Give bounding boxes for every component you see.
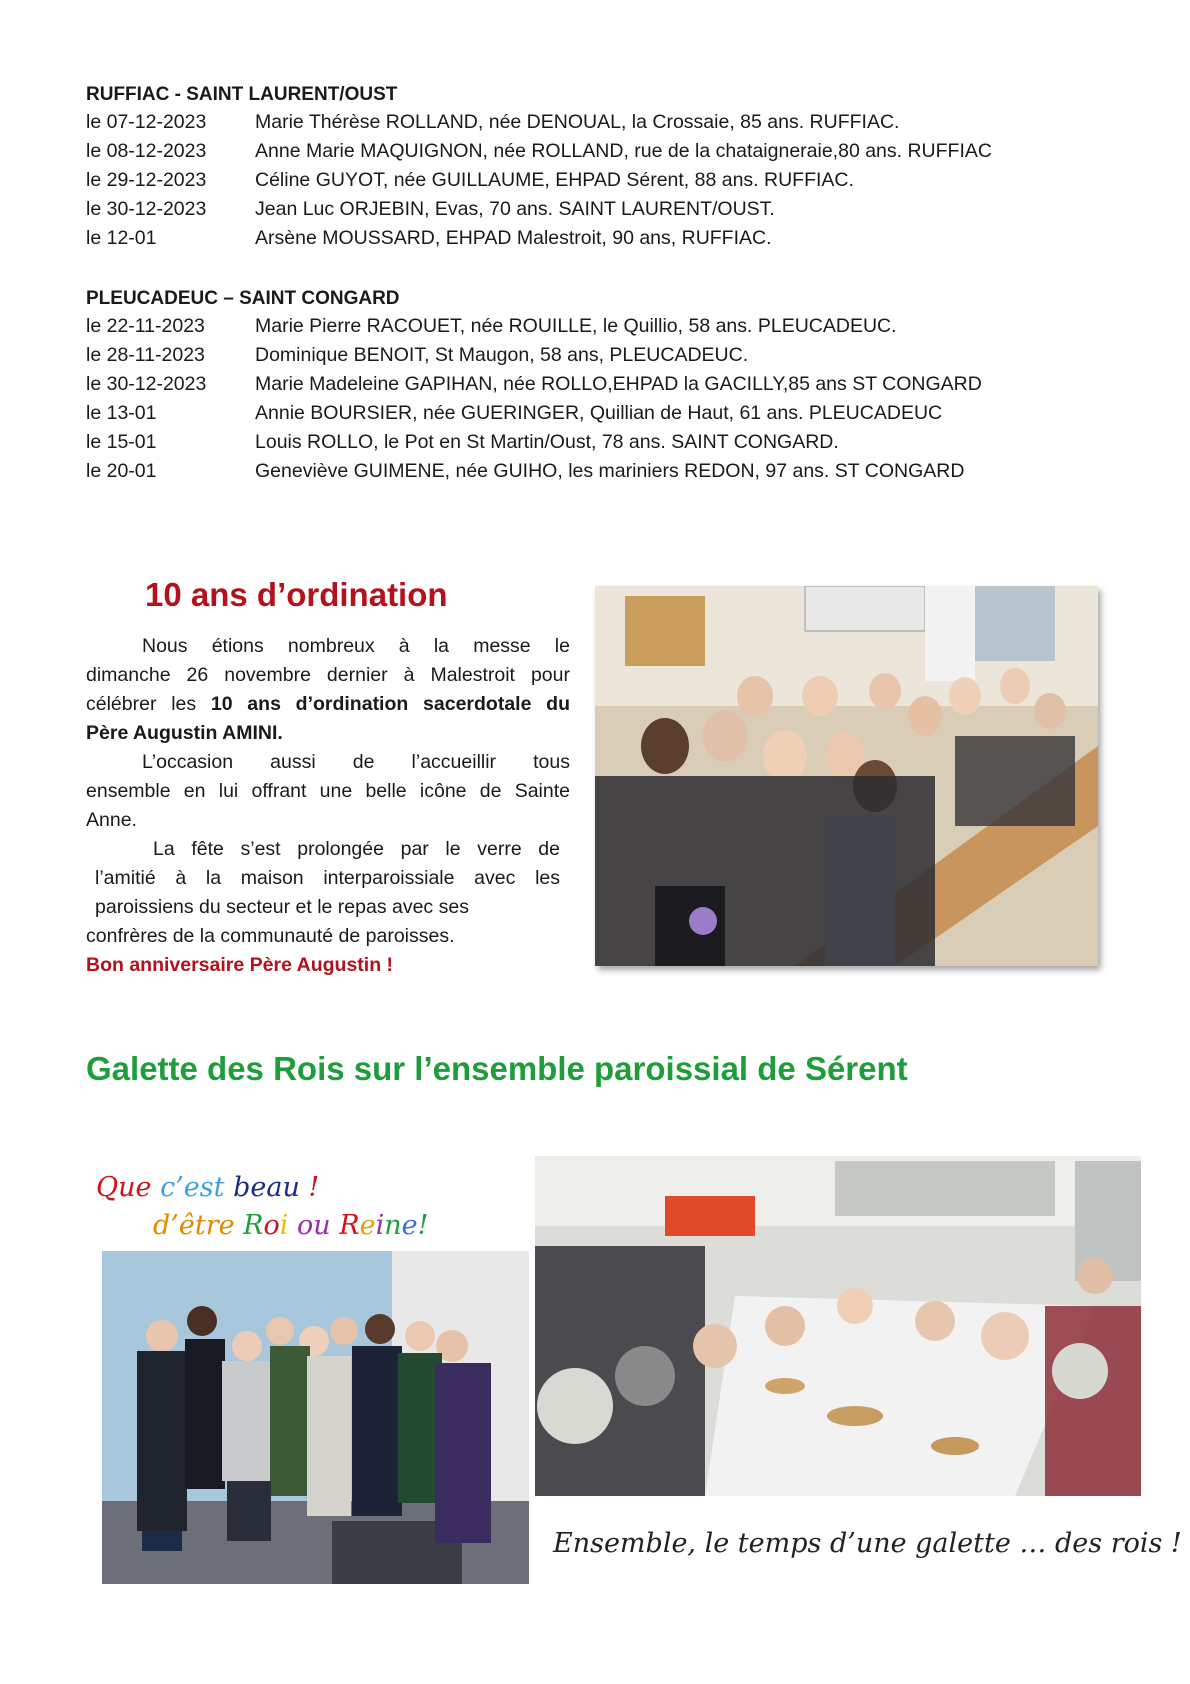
- entry-text: Céline GUYOT, née GUILLAUME, EHPAD Sérent, 88 ans. RUFFIAC.: [255, 169, 854, 191]
- entry-text: Jean Luc ORJEBIN, Evas, 70 ans. SAINT LAURENT/OUST.: [255, 198, 775, 220]
- entry-date: le 12-01: [86, 227, 157, 249]
- entry-text: Louis ROLLO, le Pot en St Martin/Oust, 78 ans. SAINT CONGARD.: [255, 431, 839, 453]
- entry-date: le 08-12-2023: [86, 140, 207, 162]
- bold-fragment: 10 ans d’ordination sacerdotale du: [210, 693, 571, 715]
- entry-date: le 20-01: [86, 460, 157, 482]
- text-line: Père Augustin AMINI.: [86, 722, 283, 744]
- list-item: [86, 373, 982, 396]
- list-item: [86, 169, 854, 192]
- entry-text: Geneviève GUIMENE, née GUIHO, les mariniers REDON, 97 ans. ST CONGARD: [255, 460, 965, 482]
- list-item: [86, 344, 748, 367]
- section-title-ruffiac: RUFFIAC - SAINT LAURENT/OUST: [86, 84, 398, 105]
- decorative-script-line-2: d’être Roi ou Reine!: [153, 1210, 429, 1241]
- text-line: dimanche 26 novembre dernier à Malestroit pour: [86, 664, 570, 686]
- photo-illustration: [595, 586, 1098, 966]
- photo-illustration: [102, 1251, 529, 1584]
- entry-text: Marie Madeleine GAPIHAN, née ROLLO,EHPAD la GACILLY,85 ans ST CONGARD: [255, 373, 982, 395]
- list-item: [86, 140, 992, 163]
- entry-text: Marie Thérèse ROLLAND, née DENOUAL, la Crossaie, 85 ans. RUFFIAC.: [255, 111, 900, 133]
- entry-date: le 29-12-2023: [86, 169, 207, 191]
- entry-text: Anne Marie MAQUIGNON, née ROLLAND, rue de la chataigneraie,80 ans. RUFFIAC: [255, 140, 992, 162]
- decorative-script-line-1: Que c’est beau !: [96, 1172, 320, 1203]
- text-line: [86, 690, 570, 719]
- ordination-heading: 10 ans d’ordination: [145, 576, 448, 613]
- entry-date: le 13-01: [86, 402, 157, 424]
- ordination-text: [86, 632, 570, 980]
- entry-date: le 30-12-2023: [86, 373, 207, 395]
- list-item: [86, 111, 899, 134]
- text-line: ensemble en lui offrant une belle icône de Sainte: [86, 780, 570, 802]
- entry-date: le 07-12-2023: [86, 111, 207, 133]
- text-line: La fête s’est prolongée par le verre de: [153, 838, 560, 860]
- list-item: [86, 315, 897, 338]
- entry-text: Annie BOURSIER, née GUERINGER, Quillian de Haut, 61 ans. PLEUCADEUC: [255, 402, 943, 424]
- text-line: Anne.: [86, 809, 137, 831]
- text-line: confrères de la communauté de paroisses.: [86, 925, 455, 947]
- text-line: paroissiens du secteur et le repas avec ses: [95, 896, 469, 918]
- list-item: [86, 198, 775, 221]
- list-item: [86, 227, 772, 250]
- entry-date: le 15-01: [86, 431, 157, 453]
- entry-date: le 22-11-2023: [86, 315, 205, 337]
- list-item: [86, 431, 839, 454]
- closing-line: Bon anniversaire Père Augustin !: [86, 954, 394, 976]
- text-line: l’amitié à la maison interparoissiale avec les: [95, 867, 560, 889]
- entry-text: Arsène MOUSSARD, EHPAD Malestroit, 90 ans, RUFFIAC.: [255, 227, 772, 249]
- list-item: [86, 460, 964, 483]
- dining-hall-photo: [535, 1156, 1141, 1496]
- text-line: L’occasion aussi de l’accueillir tous: [142, 751, 570, 773]
- galette-caption: Ensemble, le temps d’une galette … des rois !: [553, 1528, 1182, 1559]
- section-title-pleucadeuc: PLEUCADEUC – SAINT CONGARD: [86, 288, 400, 309]
- photo-illustration: [535, 1156, 1141, 1496]
- text-fragment: célébrer les: [86, 693, 211, 715]
- entry-text: Dominique BENOIT, St Maugon, 58 ans, PLEUCADEUC.: [255, 344, 749, 366]
- entry-date: le 28-11-2023: [86, 344, 205, 366]
- text-line: Nous étions nombreux à la messe le: [142, 635, 570, 657]
- entry-date: le 30-12-2023: [86, 198, 207, 220]
- galette-heading: Galette des Rois sur l’ensemble paroissial de Sérent: [86, 1050, 908, 1087]
- crowns-group-photo: [102, 1251, 529, 1584]
- entry-text: Marie Pierre RACOUET, née ROUILLE, le Quillio, 58 ans. PLEUCADEUC.: [255, 315, 897, 337]
- ordination-photo: [595, 586, 1098, 966]
- list-item: [86, 402, 942, 425]
